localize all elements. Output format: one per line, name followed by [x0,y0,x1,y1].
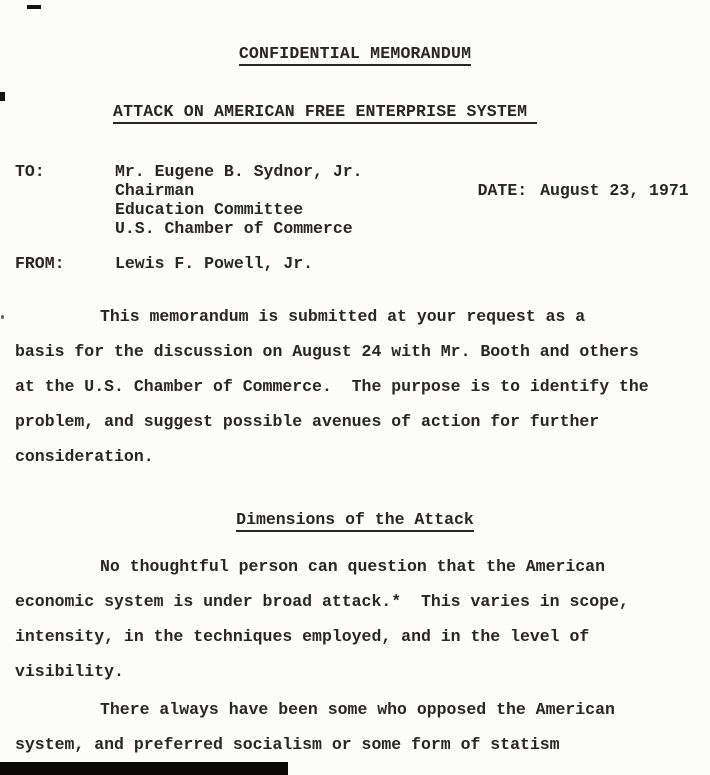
scan-artifact [27,5,41,9]
recipient-block [115,162,363,238]
memo-subject [113,102,537,121]
memo-line: at the U.S. Chamber of Commerce. The purpose is to identify the [15,377,649,396]
memo-subject-text: ATTACK ON AMERICAN FREE ENTERPRISE SYSTEM [113,102,537,124]
scan-artifact-bottom-bar [0,762,288,775]
from-label: FROM: [15,254,65,273]
closing-paragraph [15,692,697,762]
memo-line: intensity, in the techniques employed, and in the level of [15,627,590,646]
date-label: DATE: [477,181,528,200]
memo-line: This memorandum is submitted at your request as a [100,307,586,326]
date-value: August 23, 1971 [540,181,689,200]
memo-line: system, and preferred socialism or some form of statism [15,735,560,754]
scan-artifact [1,315,4,319]
recipient-title: Chairman [115,181,195,200]
memo-title-text: CONFIDENTIAL MEMORANDUM [239,44,471,66]
to-label: TO: [15,162,45,181]
memo-line: basis for the discussion on August 24 with Mr. Booth and others [15,342,639,361]
from-value: Lewis F. Powell, Jr. [115,254,314,273]
memo-title [0,44,710,63]
memo-line: consideration. [15,447,154,466]
section-heading [0,510,710,529]
memo-line: No thoughtful person can question that the American [100,557,605,576]
recipient-committee: Education Committee [115,200,304,219]
memo-line: economic system is under broad attack.* This varies in scope, [15,592,629,611]
intro-paragraph [15,299,697,474]
attack-paragraph [15,549,697,689]
scan-artifact [0,92,5,101]
recipient-organization: U.S. Chamber of Commerce [115,219,353,238]
recipient-name: Mr. Eugene B. Sydnor, Jr. [115,162,363,181]
memo-line: visibility. [15,662,124,681]
memo-line: problem, and suggest possible avenues of action for further [15,412,600,431]
date-line [438,162,689,219]
memo-line: There always have been some who opposed the American [100,700,615,719]
section-heading-text: Dimensions of the Attack [236,510,474,532]
